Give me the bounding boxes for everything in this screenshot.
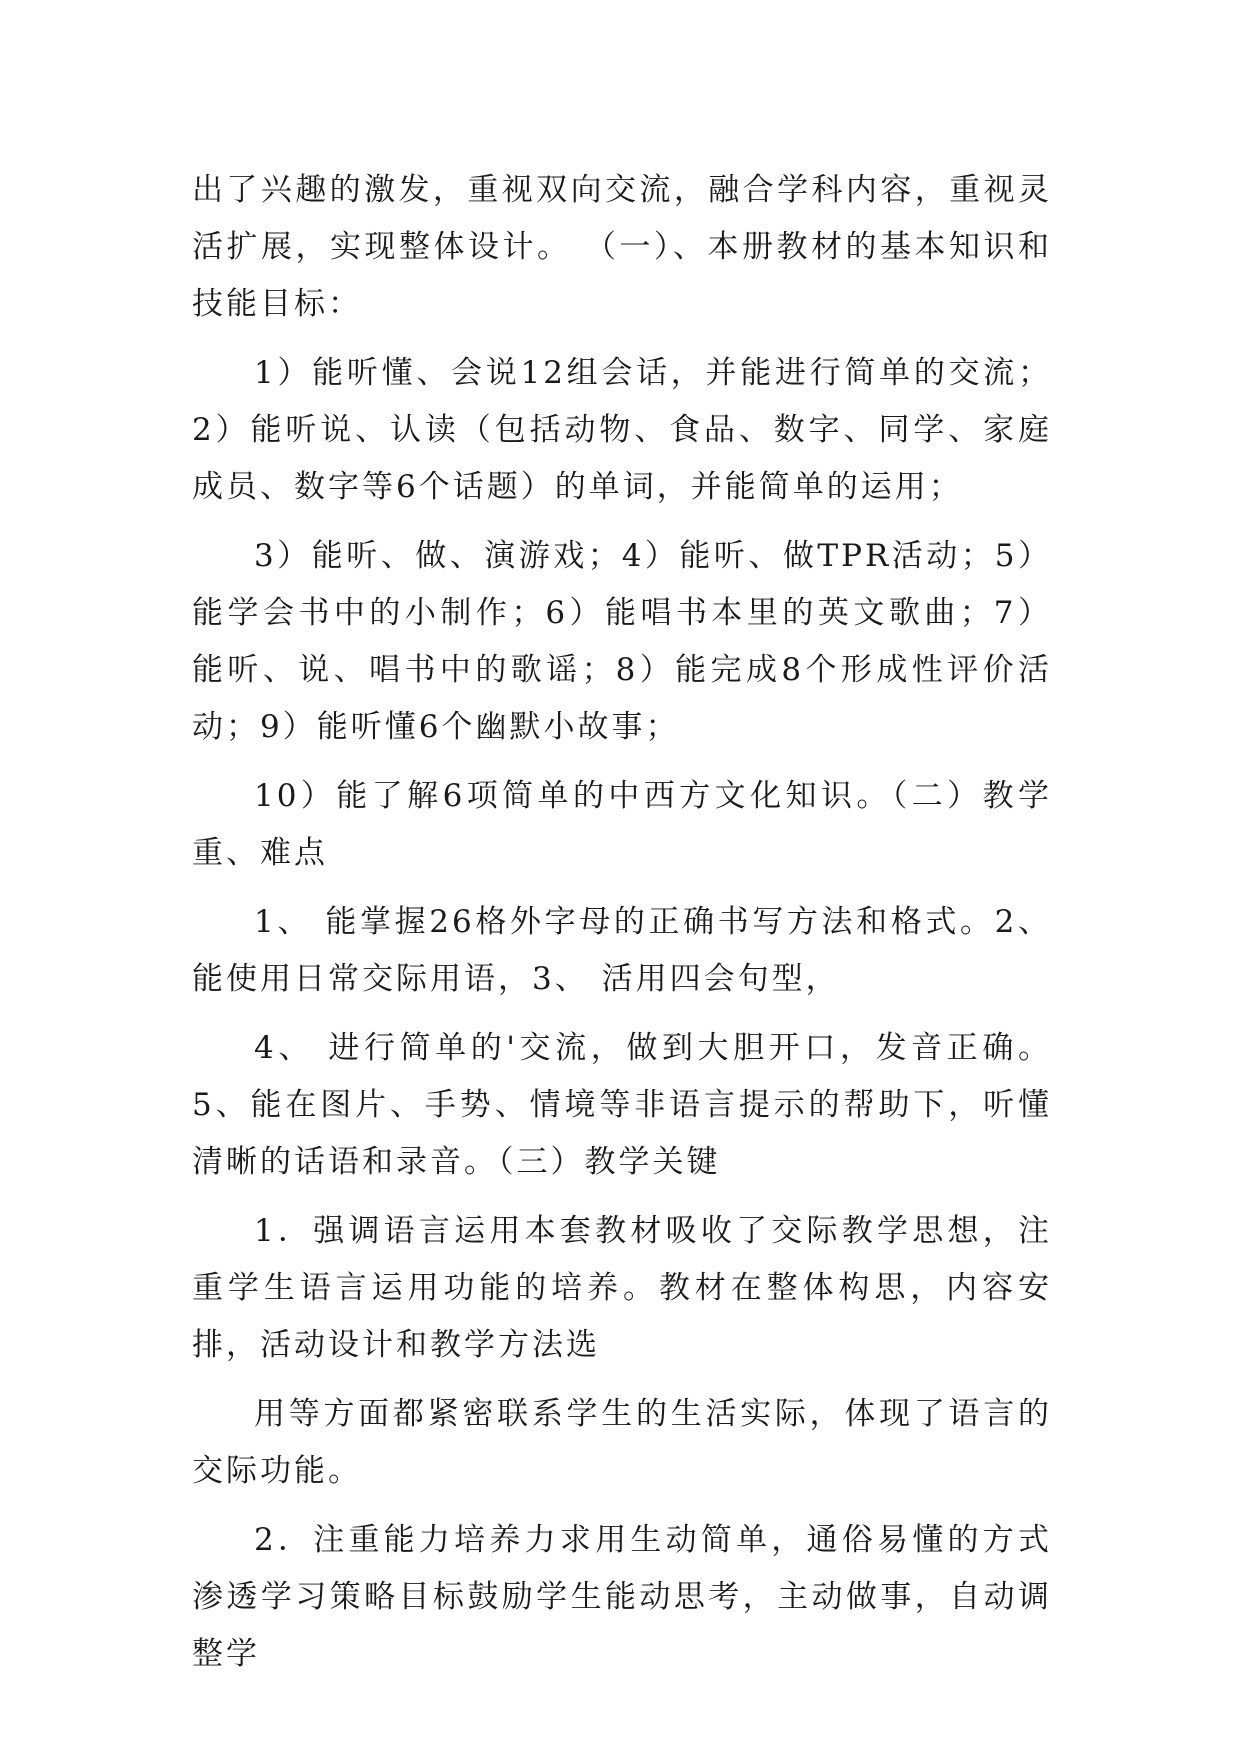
paragraph-3: 3）能听、做、演游戏；4）能听、做TPR活动；5）能学会书中的小制作；6）能唱书本里的英文歌曲；7）能听、说、唱书中的歌谣；8）能完成8个形成性评价活动；9）能听懂6个幽默小故事； — [192, 538, 1052, 745]
paragraph-7: 1．强调语言运用本套教材吸收了交际教学思想，注重学生语言运用功能的培养。教材在整体构思，内容安排，活动设计和教学方法选 — [192, 1213, 1052, 1363]
paragraph-9: 2．注重能力培养力求用生动简单，通俗易懂的方式渗透学习策略目标鼓励学生能动思考，主动做事，自动调整学 — [192, 1522, 1052, 1672]
document-body — [192, 162, 1052, 1683]
paragraph-5: 1、 能掌握26格外字母的正确书写方法和格式。2、能使用日常交际用语，3、 活用四会句型， — [192, 904, 1052, 997]
paragraph-2: 1）能听懂、会说12组会话，并能进行简单的交流；2）能听说、认读（包括动物、食品、数字、同学、家庭成员、数字等6个话题）的单词，并能简单的运用； — [192, 355, 1052, 505]
paragraph-1: 出了兴趣的激发，重视双向交流，融合学科内容，重视灵活扩展，实现整体设计。 （一）、本册教材的基本知识和技能目标： — [192, 172, 1052, 322]
paragraph-6: 4、 进行简单的'交流，做到大胆开口，发音正确。5、能在图片、手势、情境等非语言提示的帮助下，听懂清晰的话语和录音。（三）教学关键 — [192, 1030, 1052, 1180]
paragraph-8: 用等方面都紧密联系学生的生活实际，体现了语言的交际功能。 — [192, 1396, 1052, 1489]
paragraph-4: 10）能了解6项简单的中西方文化知识。（二）教学重、难点 — [192, 778, 1052, 871]
